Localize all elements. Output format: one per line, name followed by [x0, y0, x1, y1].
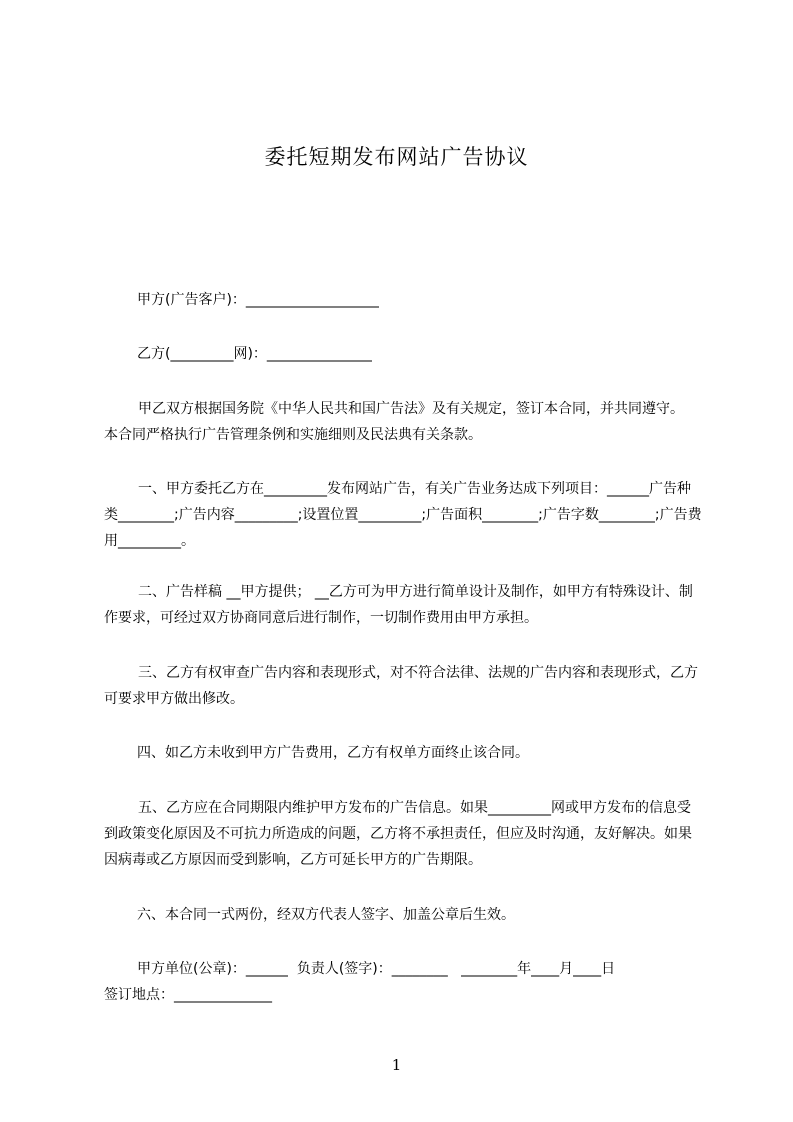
intro-paragraph: 甲乙双方根据国务院《中华人民共和国广告法》及有关规定，签订本合同，并共同遵守。 本合同严格执行广告管理条例和实施细则及民法典有关条款。: [104, 401, 684, 443]
clause-4: 四、如乙方未收到甲方广告费用，乙方有权单方面终止该合同。: [137, 745, 529, 761]
page-number: 1: [391, 1056, 402, 1074]
clause-6: 六、本合同一式两份，经双方代表人签字、加盖公章后生效。: [137, 907, 515, 923]
clause-1: 一、甲方委托乙方在_________发布网站广告，有关广告业务达成下列项目：______广告种类________;广告内容_________;设置位置_________;广告面积________;广告字数________;广告费用_________。: [104, 481, 702, 549]
signing-place-line: 签订地点：______________: [104, 987, 272, 1003]
document-title: 委托短期发布网站广告协议: [264, 145, 529, 169]
party-b-line: 乙方(_________网)：_______________: [137, 346, 372, 362]
party-a-line: 甲方(广告客户)：___________________: [137, 292, 379, 308]
clause-5: 五、乙方应在合同期限内维护甲方发布的广告信息。如果_________网或甲方发布的信息受到政策变化原因及不可抗力所造成的问题，乙方将不承担责任，但应及时沟通，友好解决。如果因病毒或乙方原因而受到影响，乙方可延长甲方的广告期限。: [104, 800, 692, 868]
clause-2: 二、广告样稿 __甲方提供； __乙方可为甲方进行简单设计及制作，如甲方有特殊设计、制作要求，可经过双方协商同意后进行制作，一切制作费用由甲方承担。: [104, 584, 693, 626]
signature-line: 甲方单位(公章)：______ 负责人(签字)：________ ________年____月____日: [137, 961, 616, 977]
clause-3: 三、乙方有权审查广告内容和表现形式，对不符合法律、法规的广告内容和表现形式，乙方可要求甲方做出修改。: [104, 665, 698, 707]
